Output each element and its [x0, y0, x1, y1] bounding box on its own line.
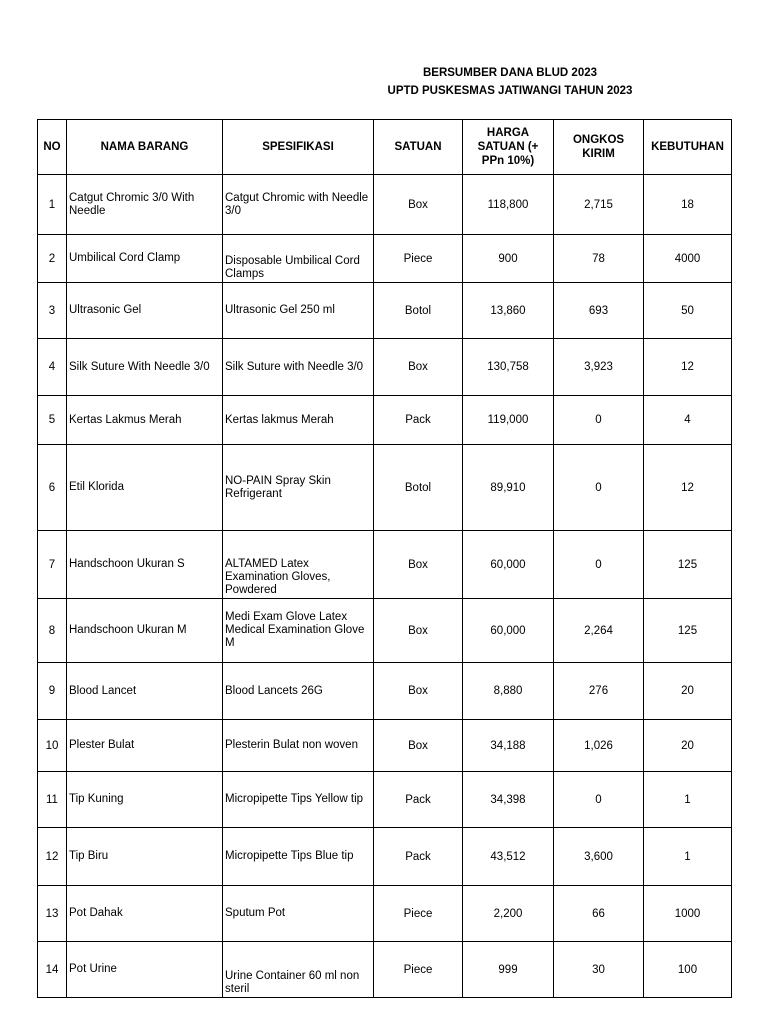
cell-no: 14	[38, 942, 67, 998]
column-header-nama-barang: NAMA BARANG	[67, 120, 223, 175]
cell-ongkos: 3,600	[554, 828, 644, 886]
cell-satuan: Pack	[374, 396, 463, 445]
cell-spesifikasi: Silk Suture with Needle 3/0	[223, 339, 374, 396]
cell-kebutuhan: 20	[644, 720, 732, 772]
cell-satuan: Box	[374, 175, 463, 235]
cell-ongkos: 30	[554, 942, 644, 998]
cell-spesifikasi: Catgut Chromic with Needle 3/0	[223, 175, 374, 235]
cell-harga: 2,200	[463, 886, 554, 942]
cell-no: 7	[38, 531, 67, 599]
cell-kebutuhan: 12	[644, 445, 732, 531]
document-subtitle: UPTD PUSKESMAS JATIWANGI TAHUN 2023	[387, 85, 633, 97]
cell-kebutuhan: 4	[644, 396, 732, 445]
cell-nama-barang: Ultrasonic Gel	[67, 283, 223, 339]
cell-harga: 60,000	[463, 599, 554, 663]
cell-no: 8	[38, 599, 67, 663]
column-header-harga-satuan: HARGA SATUAN (+ PPn 10%)	[463, 120, 554, 175]
cell-nama-barang: Pot Urine	[67, 942, 223, 998]
cell-harga: 34,188	[463, 720, 554, 772]
cell-harga: 13,860	[463, 283, 554, 339]
cell-nama-barang: Umbilical Cord Clamp	[67, 235, 223, 283]
table-row	[38, 339, 732, 396]
cell-satuan: Botol	[374, 445, 463, 531]
cell-ongkos: 0	[554, 531, 644, 599]
cell-no: 10	[38, 720, 67, 772]
table-row	[38, 828, 732, 886]
cell-no: 12	[38, 828, 67, 886]
table-row	[38, 772, 732, 828]
cell-spesifikasi: NO-PAIN Spray Skin Refrigerant	[223, 445, 374, 531]
table-row	[38, 942, 732, 998]
cell-satuan: Box	[374, 531, 463, 599]
cell-kebutuhan: 125	[644, 599, 732, 663]
cell-no: 3	[38, 283, 67, 339]
cell-nama-barang: Catgut Chromic 3/0 With Needle	[67, 175, 223, 235]
cell-harga: 43,512	[463, 828, 554, 886]
cell-satuan: Botol	[374, 283, 463, 339]
cell-harga: 999	[463, 942, 554, 998]
cell-satuan: Box	[374, 720, 463, 772]
cell-ongkos: 276	[554, 663, 644, 720]
cell-ongkos: 66	[554, 886, 644, 942]
column-header-no: NO	[38, 120, 67, 175]
cell-nama-barang: Handschoon Ukuran M	[67, 599, 223, 663]
cell-no: 5	[38, 396, 67, 445]
cell-harga: 119,000	[463, 396, 554, 445]
column-header-satuan: SATUAN	[374, 120, 463, 175]
cell-kebutuhan: 125	[644, 531, 732, 599]
cell-satuan: Pack	[374, 828, 463, 886]
cell-nama-barang: Pot Dahak	[67, 886, 223, 942]
cell-ongkos: 78	[554, 235, 644, 283]
cell-ongkos: 0	[554, 396, 644, 445]
cell-no: 4	[38, 339, 67, 396]
cell-spesifikasi: Ultrasonic Gel 250 ml	[223, 283, 374, 339]
cell-nama-barang: Kertas Lakmus Merah	[67, 396, 223, 445]
cell-spesifikasi: Urine Container 60 ml non steril	[223, 942, 374, 998]
cell-satuan: Piece	[374, 886, 463, 942]
cell-satuan: Box	[374, 599, 463, 663]
cell-ongkos: 693	[554, 283, 644, 339]
table-row	[38, 720, 732, 772]
cell-satuan: Box	[374, 663, 463, 720]
cell-spesifikasi: Micropipette Tips Yellow tip	[223, 772, 374, 828]
cell-no: 9	[38, 663, 67, 720]
cell-spesifikasi: Kertas lakmus Merah	[223, 396, 374, 445]
cell-ongkos: 2,264	[554, 599, 644, 663]
table-row	[38, 175, 732, 235]
cell-ongkos: 0	[554, 445, 644, 531]
cell-ongkos: 0	[554, 772, 644, 828]
column-header-ongkos-kirim: ONGKOS KIRIM	[554, 120, 644, 175]
table-row	[38, 235, 732, 283]
cell-nama-barang: Tip Kuning	[67, 772, 223, 828]
cell-ongkos: 2,715	[554, 175, 644, 235]
table-row	[38, 396, 732, 445]
cell-no: 13	[38, 886, 67, 942]
cell-ongkos: 1,026	[554, 720, 644, 772]
cell-kebutuhan: 20	[644, 663, 732, 720]
cell-ongkos: 3,923	[554, 339, 644, 396]
cell-kebutuhan: 1000	[644, 886, 732, 942]
cell-nama-barang: Etil Klorida	[67, 445, 223, 531]
cell-harga: 130,758	[463, 339, 554, 396]
cell-nama-barang: Blood Lancet	[67, 663, 223, 720]
cell-spesifikasi: Disposable Umbilical Cord Clamps	[223, 235, 374, 283]
column-header-spesifikasi: SPESIFIKASI	[223, 120, 374, 175]
cell-satuan: Piece	[374, 235, 463, 283]
cell-satuan: Piece	[374, 942, 463, 998]
cell-kebutuhan: 4000	[644, 235, 732, 283]
table-row	[38, 531, 732, 599]
cell-nama-barang: Tip Biru	[67, 828, 223, 886]
cell-no: 11	[38, 772, 67, 828]
column-header-kebutuhan: KEBUTUHAN	[644, 120, 732, 175]
cell-no: 1	[38, 175, 67, 235]
cell-spesifikasi: Micropipette Tips Blue tip	[223, 828, 374, 886]
cell-harga: 900	[463, 235, 554, 283]
cell-harga: 34,398	[463, 772, 554, 828]
cell-nama-barang: Plester Bulat	[67, 720, 223, 772]
document-title: BERSUMBER DANA BLUD 2023	[422, 67, 598, 79]
cell-kebutuhan: 18	[644, 175, 732, 235]
cell-no: 6	[38, 445, 67, 531]
table-row	[38, 445, 732, 531]
cell-spesifikasi: Sputum Pot	[223, 886, 374, 942]
table-row	[38, 599, 732, 663]
cell-kebutuhan: 1	[644, 828, 732, 886]
cell-harga: 60,000	[463, 531, 554, 599]
cell-harga: 118,800	[463, 175, 554, 235]
cell-kebutuhan: 50	[644, 283, 732, 339]
table-header-row	[38, 120, 732, 175]
cell-satuan: Pack	[374, 772, 463, 828]
cell-nama-barang: Silk Suture With Needle 3/0	[67, 339, 223, 396]
cell-kebutuhan: 1	[644, 772, 732, 828]
cell-harga: 8,880	[463, 663, 554, 720]
cell-kebutuhan: 12	[644, 339, 732, 396]
cell-spesifikasi: Plesterin Bulat non woven	[223, 720, 374, 772]
table-row	[38, 886, 732, 942]
cell-no: 2	[38, 235, 67, 283]
cell-satuan: Box	[374, 339, 463, 396]
table-row	[38, 663, 732, 720]
cell-spesifikasi: Blood Lancets 26G	[223, 663, 374, 720]
cell-spesifikasi: ALTAMED Latex Examination Gloves, Powdered	[223, 531, 374, 599]
cell-nama-barang: Handschoon Ukuran S	[67, 531, 223, 599]
table-row	[38, 283, 732, 339]
cell-harga: 89,910	[463, 445, 554, 531]
cell-kebutuhan: 100	[644, 942, 732, 998]
cell-spesifikasi: Medi Exam Glove Latex Medical Examination Glove M	[223, 599, 374, 663]
procurement-table	[37, 119, 732, 998]
